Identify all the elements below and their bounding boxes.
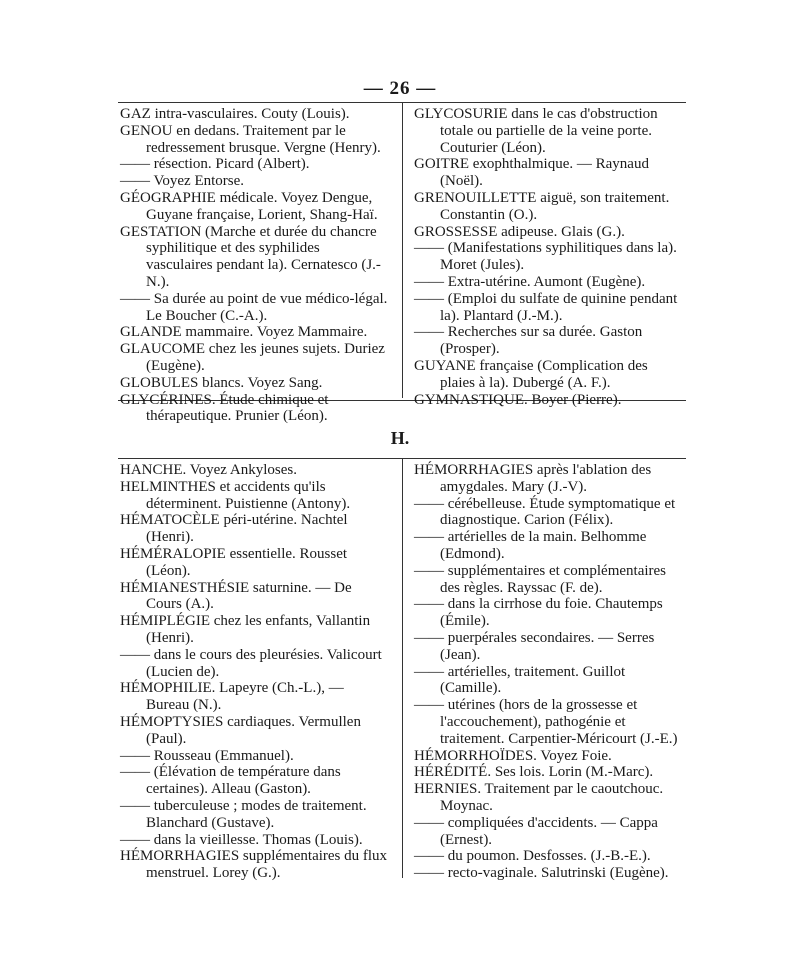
index-entry: —— tuberculeuse ; modes de traitement. Blanchard (Gustave). <box>120 797 367 831</box>
index-entry: —— dans la cirrhose du foie. Chautemps (Émile). <box>414 596 663 630</box>
section-h-left-column <box>120 462 388 882</box>
column-divider-bottom <box>402 458 403 878</box>
index-entry: —— Recherches sur sa durée. Gaston (Prosper). <box>414 324 643 358</box>
index-entry: —— supplémentaires et complémentaires des règles. Rayssac (F. de). <box>414 562 667 596</box>
index-entry: —— dans le cours des pleurésies. Valicourt (Lucien de). <box>120 646 382 680</box>
index-entry: —— artérielles de la main. Belhomme (Edmond). <box>414 529 647 562</box>
index-entry: HÉMOPHILIE. Lapeyre (Ch.-L.), — Bureau (N.). <box>120 680 344 714</box>
index-entry: —— puerpérales secondaires. — Serres (Jean). <box>414 629 655 663</box>
index-entry: HÉMORRHAGIES supplémentaires du flux menstruel. Lorey (G.). <box>120 848 388 882</box>
index-entry: —— utérines (hors de la grossesse et l'accouchement), pathogénie et traitement. Carpentier-Méricourt (J.-E.) <box>414 697 678 747</box>
index-entry: —— résection. Picard (Albert). <box>120 156 310 173</box>
index-entry: GUYANE française (Complication des plaies à la). Dubergé (A. F.). <box>414 357 648 391</box>
index-entry: —— Voyez Entorse. <box>120 173 245 190</box>
section-h-right-column <box>414 462 686 882</box>
column-divider-top <box>402 102 403 398</box>
index-entry: GESTATION (Marche et durée du chancre syphilitique et des syphilides vasculaires pendant la). Cernatesco (J.-N.). <box>120 223 381 290</box>
index-entry: HÉMIANESTHÉSIE saturnine. — De Cours (A.). <box>120 579 352 613</box>
index-entry: HÉMÉRALOPIE essentielle. Rousset (Léon). <box>120 545 348 579</box>
index-entry: GLAUCOME chez les jeunes sujets. Duriez (Eugène). <box>120 341 385 374</box>
index-entry: GLYCOSURIE dans le cas d'obstruction totale ou partielle de la veine porte. Couturier (Léon). <box>414 106 658 156</box>
index-entry: —— (Élévation de température dans certaines). Alleau (Gaston). <box>120 764 341 798</box>
index-entry: HELMINTHES et accidents qu'ils déterminent. Puistienne (Antony). <box>120 478 351 512</box>
index-entry: HÉMIPLÉGIE chez les enfants, Vallantin (Henri). <box>120 613 371 646</box>
section-g-left-column <box>120 106 388 425</box>
index-entry: HÉMOPTYSIES cardiaques. Vermullen (Paul). <box>120 713 361 747</box>
index-entry: —— artérielles, traitement. Guillot (Camille). <box>414 663 626 697</box>
index-entry: —— (Manifestations syphilitiques dans la). Moret (Jules). <box>414 240 677 274</box>
index-entry: GOITRE exophthalmique. — Raynaud (Noël). <box>414 156 649 190</box>
index-entry: —— recto-vaginale. Salutrinski (Eugène). <box>414 865 669 882</box>
index-entry: —— compliquées d'accidents. — Cappa (Ernest). <box>414 814 658 848</box>
page-number: — 26 — <box>363 78 437 99</box>
index-entry: —— Sa durée au point de vue médico-légal. Le Boucher (C.-A.). <box>120 290 388 324</box>
index-entry: HERNIES. Traitement par le caoutchouc. Moynac. <box>414 781 664 814</box>
index-entry: —— (Emploi du sulfate de quinine pendant la). Plantard (J.-M.). <box>414 290 678 324</box>
index-entry: HANCHE. Voyez Ankyloses. <box>120 462 297 478</box>
section-letter-heading: H. <box>390 428 410 448</box>
index-entry: GYMNASTIQUE. Boyer (Pierre). <box>414 391 622 408</box>
index-entry: GROSSESSE adipeuse. Glais (G.). <box>414 223 625 240</box>
index-entry: HÉMATOCÈLE péri-utérine. Nachtel (Henri). <box>120 512 348 546</box>
index-entry: HÉMORRHAGIES après l'ablation des amygdales. Mary (J.-V). <box>414 462 652 495</box>
index-entry: —— dans la vieillesse. Thomas (Louis). <box>120 831 363 848</box>
index-entry: —— Extra-utérine. Aumont (Eugène). <box>414 273 646 290</box>
index-entry: GÉOGRAPHIE médicale. Voyez Dengue, Guyane française, Lorient, Shang-Haï. <box>120 189 378 223</box>
index-entry: HÉRÉDITÉ. Ses lois. Lorin (M.-Marc). <box>414 764 654 781</box>
index-entry: —— Rousseau (Emmanuel). <box>120 747 294 764</box>
index-entry: GAZ intra-vasculaires. Couty (Louis). <box>120 106 350 122</box>
index-entry: GLYCÉRINES. Étude chimique et thérapeutique. Prunier (Léon). <box>120 391 329 425</box>
index-entry: GLOBULES blancs. Voyez Sang. <box>120 374 323 391</box>
index-entry: GENOU en dedans. Traitement par le redressement brusque. Vergne (Henry). <box>120 122 381 156</box>
index-entry: —— du poumon. Desfosses. (J.-B.-E.). <box>414 848 651 865</box>
index-entry: GRENOUILLETTE aiguë, son traitement. Constantin (O.). <box>414 189 670 223</box>
index-entry: GLANDE mammaire. Voyez Mammaire. <box>120 324 368 341</box>
section-g-right-column <box>414 106 686 408</box>
index-entry: HÉMORRHOÏDES. Voyez Foie. <box>414 747 612 764</box>
index-entry: —— cérébelleuse. Étude symptomatique et diagnostique. Carion (Félix). <box>414 495 676 529</box>
